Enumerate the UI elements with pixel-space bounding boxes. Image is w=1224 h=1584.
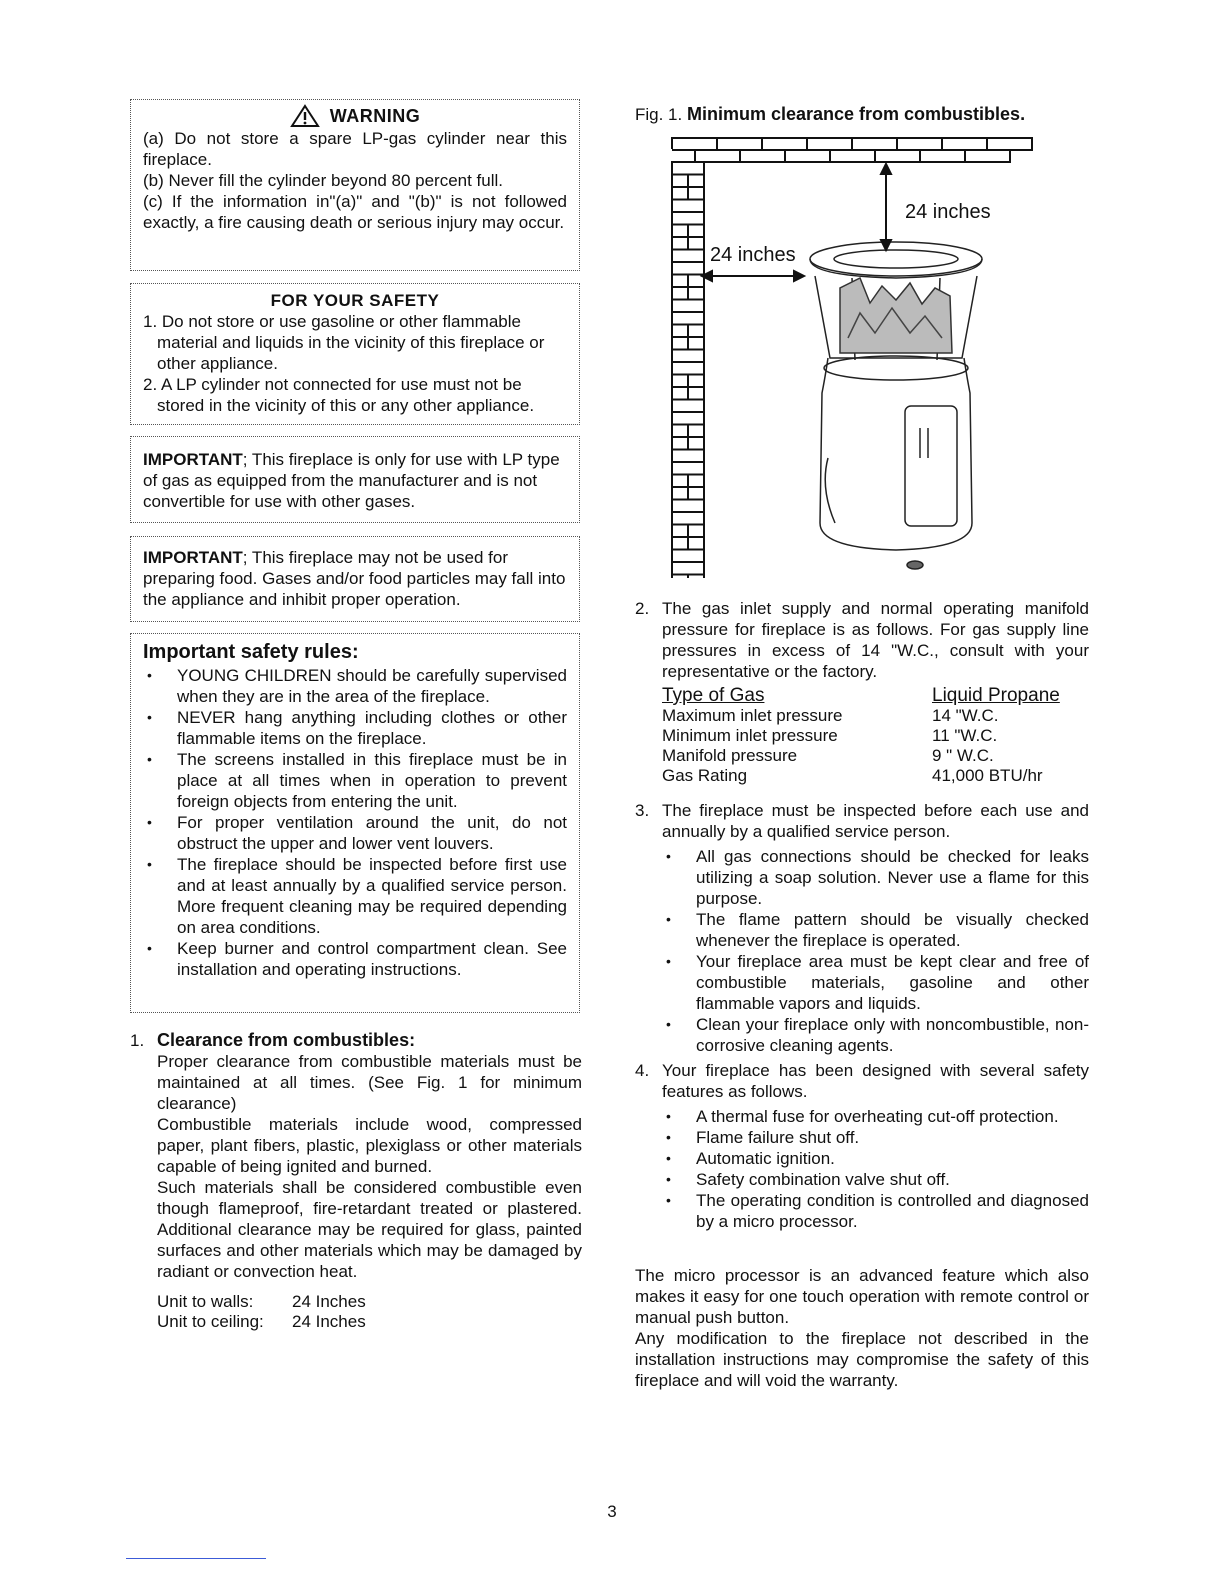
clearance-paragraph: Such materials shall be considered combustible even though flameproof, fire-retardant treated or plastered. Additional clearance may be required for glass, painted surfaces and other materials which may be damaged by radiant or convection heat. (157, 1178, 582, 1281)
list-item: • YOUNG CHILDREN should be carefully supervised when they are in the area of the fireplace. (143, 665, 567, 707)
warning-heading (143, 104, 567, 128)
list-item: • All gas connections should be checked for leaks utilizing a soap solution. Never use a flame for this purpose. (662, 846, 1089, 909)
heater-illustration (810, 242, 982, 569)
clearance-table (157, 1292, 366, 1332)
table-row (157, 1292, 366, 1312)
safety-title: FOR YOUR SAFETY (270, 291, 440, 310)
list-item: • Automatic ignition. (662, 1148, 1089, 1169)
ceiling-arrow (881, 164, 891, 250)
warning-box (130, 99, 580, 271)
list-item: • Your fireplace area must be kept clear and free of combustible materials, gasoline and other flammable vapors and liquids. (662, 951, 1089, 1014)
inspection-list (662, 846, 1089, 1056)
important-box-gas-type (130, 436, 580, 523)
list-item: • Keep burner and control compartment clean. See installation and operating instructions. (143, 938, 567, 980)
important-box-food (130, 536, 580, 622)
safety-rules-box (130, 633, 580, 1013)
gas-value: 14 "W.C. (932, 706, 999, 725)
warning-triangle-icon (290, 104, 320, 128)
item-number: 4. (635, 1061, 650, 1080)
important-label: IMPORTANT (143, 450, 243, 469)
footer-divider (126, 1558, 266, 1559)
clearance-label: Unit to ceiling: (157, 1312, 264, 1331)
closing-paragraph: The micro processor is an advanced feature which also makes it easy for one touch operation with remote control or manual push button. (635, 1266, 1089, 1327)
gas-value: 11 "W.C. (932, 726, 998, 745)
clearance-number: 1. (130, 1031, 145, 1050)
item-text: The gas inlet supply and normal operating manifold pressure for fireplace is as follows. For gas supply line pressures in excess of 14 "W.C., consult with your representative or the factory. (662, 599, 1089, 681)
clearance-title: Clearance from combustibles: (157, 1030, 416, 1050)
list-item: • NEVER hang anything including clothes or other flammable items on the fireplace. (143, 707, 567, 749)
safety-features-list (662, 1106, 1089, 1232)
gas-value: 9 " W.C. (932, 746, 994, 765)
clearance-paragraph: Proper clearance from combustible materials must be maintained at all times. (See Fig. 1 for minimum clearance) (157, 1052, 582, 1113)
list-item: • Clean your fireplace only with noncombustible, non-corrosive cleaning agents. (662, 1014, 1089, 1056)
gas-pressure-section (635, 598, 1089, 786)
safety-list (143, 311, 567, 416)
table-row (157, 1312, 366, 1332)
important-label: IMPORTANT (143, 548, 243, 567)
figure-prefix: Fig. 1. (635, 105, 683, 124)
safety-box (130, 283, 580, 425)
clearance-section (130, 1030, 582, 1332)
table-row (662, 706, 1060, 726)
table-header-row (662, 686, 1060, 706)
gas-type-value-header: Liquid Propane (932, 685, 1060, 706)
figure-caption (635, 104, 1025, 125)
warning-title: WARNING (329, 105, 421, 126)
item-number: 3. (635, 801, 650, 820)
table-row (662, 766, 1060, 786)
list-item: • The operating condition is controlled and diagnosed by a micro processor. (662, 1190, 1089, 1232)
safety-rules-list (143, 665, 567, 980)
list-item: • The screens installed in this fireplace must be in place at all times when in operation to prevent foreign objects from entering the unit. (143, 749, 567, 812)
warning-item-b: (b) Never fill the cylinder beyond 80 percent full. (143, 171, 504, 190)
clearance-paragraph: Combustible materials include wood, compressed paper, plant fibers, plastic, plexiglass or other materials capable of being ignited and burned. (157, 1115, 582, 1176)
ceiling-bricks (660, 138, 1032, 163)
safety-item: 2. A LP cylinder not connected for use must not be stored in the vicinity of this or any other appliance. (143, 375, 535, 415)
gas-label: Maximum inlet pressure (662, 706, 843, 725)
closing-paragraph: Any modification to the fireplace not described in the installation instructions may compromise the safety of this fireplace and will void the warranty. (635, 1329, 1089, 1390)
table-row (662, 746, 1060, 766)
item-text: Your fireplace has been designed with several safety features as follows. (662, 1061, 1089, 1101)
gas-label: Gas Rating (662, 766, 748, 785)
gas-value: 41,000 BTU/hr (932, 766, 1043, 785)
table-row (662, 726, 1060, 746)
gas-label: Manifold pressure (662, 746, 798, 765)
item-text: The fireplace must be inspected before each use and annually by a qualified service person. (662, 801, 1089, 841)
gas-pressure-table (662, 686, 1060, 786)
closing-section (635, 1265, 1089, 1391)
gas-label: Minimum inlet pressure (662, 726, 838, 745)
list-item: • The fireplace should be inspected before first use and at least annually by a qualified service person. More frequent cleaning may be required depending on area conditions. (143, 854, 567, 938)
list-item: • The flame pattern should be visually checked whenever the fireplace is operated. (662, 909, 1089, 951)
list-item: • A thermal fuse for overheating cut-off protection. (662, 1106, 1089, 1127)
warning-item-a: (a) Do not store a spare LP-gas cylinder near this fireplace. (143, 129, 567, 169)
list-item: • For proper ventilation around the unit, do not obstruct the upper and lower vent louvers. (143, 812, 567, 854)
list-item: • Safety combination valve shut off. (662, 1169, 1089, 1190)
clearance-value: 24 Inches (292, 1292, 366, 1311)
gas-type-header: Type of Gas (662, 685, 765, 706)
item-number: 2. (635, 599, 650, 618)
safety-rules-title: Important safety rules: (143, 641, 359, 663)
wall-bricks (672, 162, 704, 578)
inspection-section (635, 800, 1089, 1056)
clearance-diagram (660, 128, 1040, 578)
clearance-value: 24 Inches (292, 1312, 366, 1331)
page-number: 3 (607, 1502, 617, 1521)
ceiling-clearance-label: 24 inches (905, 201, 991, 223)
figure-title: Minimum clearance from combustibles. (686, 104, 1026, 124)
important-text: ; This fireplace may not be used for preparing food. Gases and/or food particles may fall into the appliance and inhibit proper operation. (143, 548, 566, 609)
wall-arrow (702, 271, 804, 281)
warning-item-c: (c) If the information in"(a)" and "(b)" is not followed exactly, a fire causing death or serious injury may occur. (143, 192, 567, 232)
wall-clearance-label: 24 inches (710, 244, 796, 266)
important-text: ; This fireplace is only for use with LP type of gas as equipped from the manufacturer and is not convertible for use with other gases. (143, 450, 560, 511)
list-item: • Flame failure shut off. (662, 1127, 1089, 1148)
safety-features-section (635, 1060, 1089, 1232)
clearance-label: Unit to walls: (157, 1292, 254, 1311)
safety-item: 1. Do not store or use gasoline or other flammable material and liquids in the vicinity of this fireplace or other appliance. (143, 312, 545, 373)
